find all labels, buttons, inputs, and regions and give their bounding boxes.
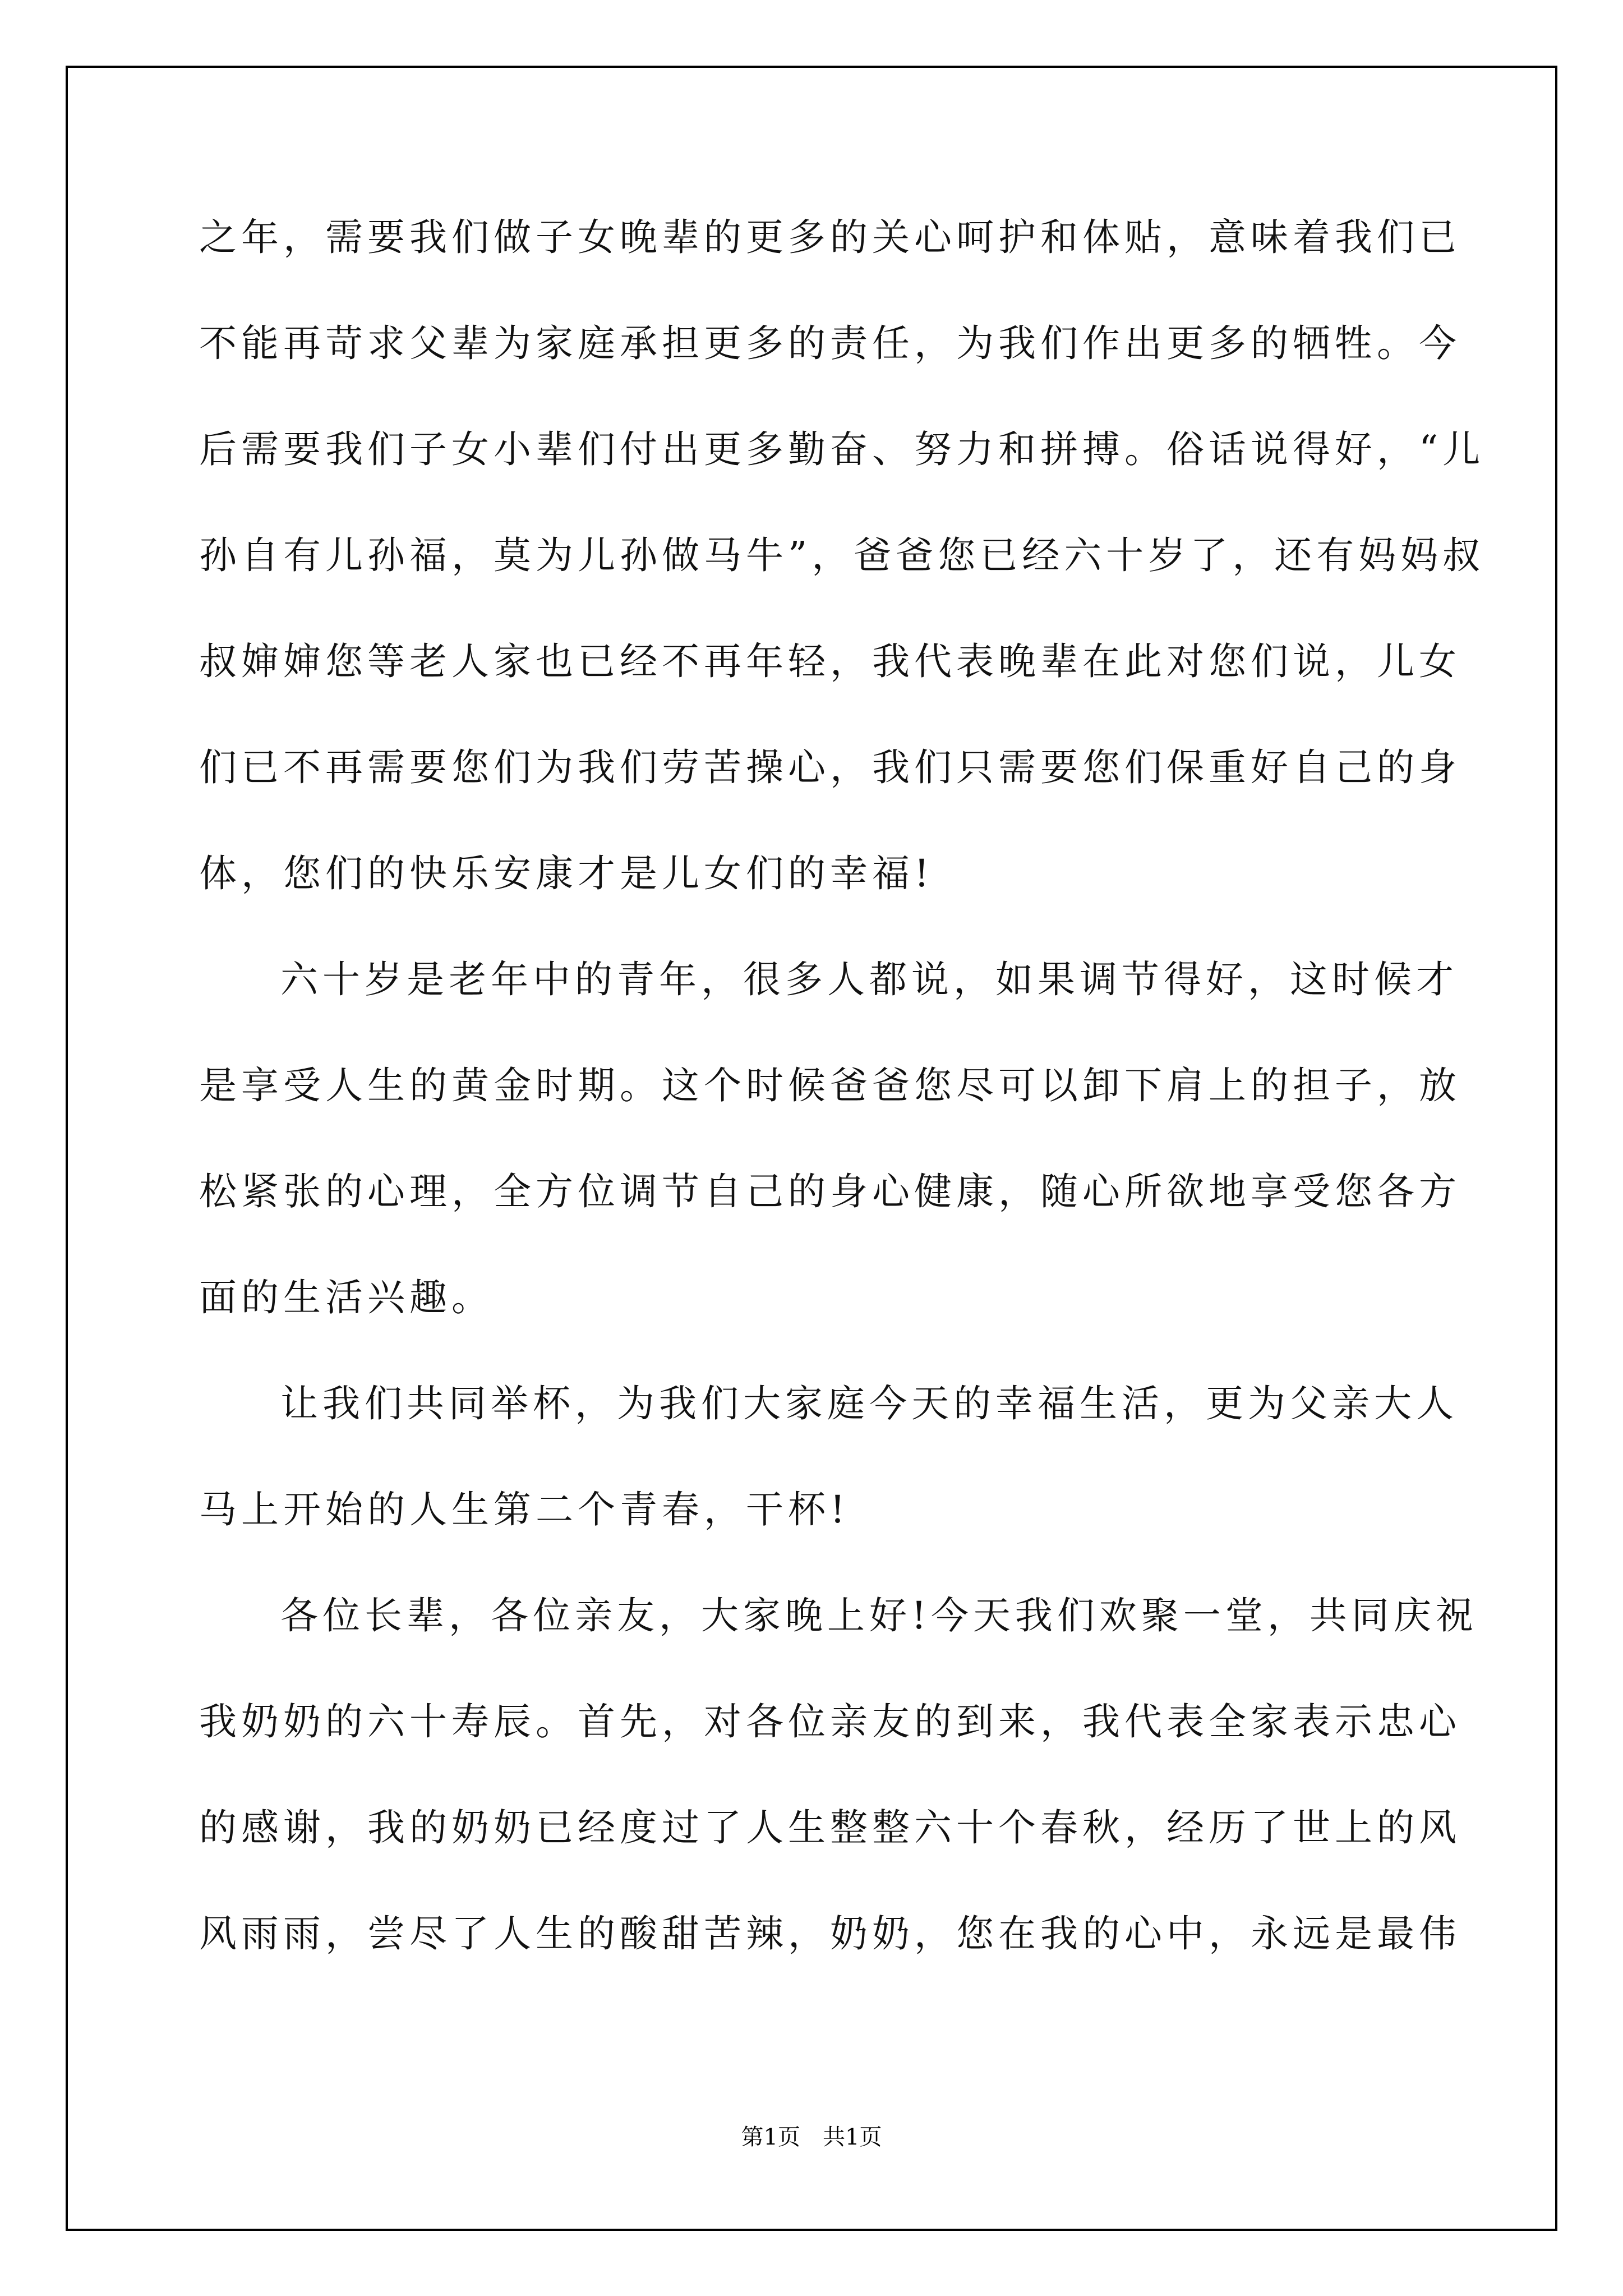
text-line: 体，您们的快乐安康才是儿女们的幸福! (199, 852, 934, 895)
text-line: 后需要我们子女小辈们付出更多勤奋、努力和拼搏。俗话说得好，“儿 (199, 427, 1485, 471)
text-line: 面的生活兴趣。 (199, 1276, 494, 1319)
text-line: 的感谢，我的奶奶已经度过了人生整整六十个春秋，经历了世上的风 (199, 1806, 1461, 1849)
page-border (66, 66, 1557, 2231)
text-line: 不能再苛求父辈为家庭承担更多的责任，为我们作出更多的牺牲。今 (199, 321, 1461, 365)
text-line: 之年，需要我们做子女晚辈的更多的关心呵护和体贴，意味着我们已 (199, 215, 1461, 259)
text-line: 马上开始的人生第二个青春，干杯! (199, 1488, 850, 1531)
text-line: 我奶奶的六十寿辰。首先，对各位亲友的到来，我代表全家表示忠心 (199, 1700, 1461, 1743)
text-line: 松紧张的心理，全方位调节自己的身心健康，随心所欲地享受您各方 (199, 1170, 1461, 1213)
page-number: 第1页 共1页 (741, 2124, 882, 2150)
text-line: 让我们共同举杯，为我们大家庭今天的幸福生活，更为父亲大人 (280, 1382, 1458, 1425)
text-line: 风雨雨，尝尽了人生的酸甜苦辣，奶奶，您在我的心中，永远是最伟 (199, 1912, 1461, 1955)
text-line: 们已不再需要您们为我们劳苦操心，我们只需要您们保重好自己的身 (199, 746, 1461, 789)
text-line: 各位长辈，各位亲友，大家晚上好!今天我们欢聚一堂，共同庆祝 (280, 1594, 1478, 1637)
text-line: 六十岁是老年中的青年，很多人都说，如果调节得好，这时候才 (280, 958, 1458, 1001)
text-line: 是享受人生的黄金时期。这个时候爸爸您尽可以卸下肩上的担子，放 (199, 1064, 1461, 1107)
text-line: 孙自有儿孙福，莫为儿孙做马牛”，爸爸您已经六十岁了，还有妈妈叔 (199, 533, 1485, 577)
text-line: 叔婶婶您等老人家也已经不再年轻，我代表晚辈在此对您们说，儿女 (199, 639, 1461, 683)
